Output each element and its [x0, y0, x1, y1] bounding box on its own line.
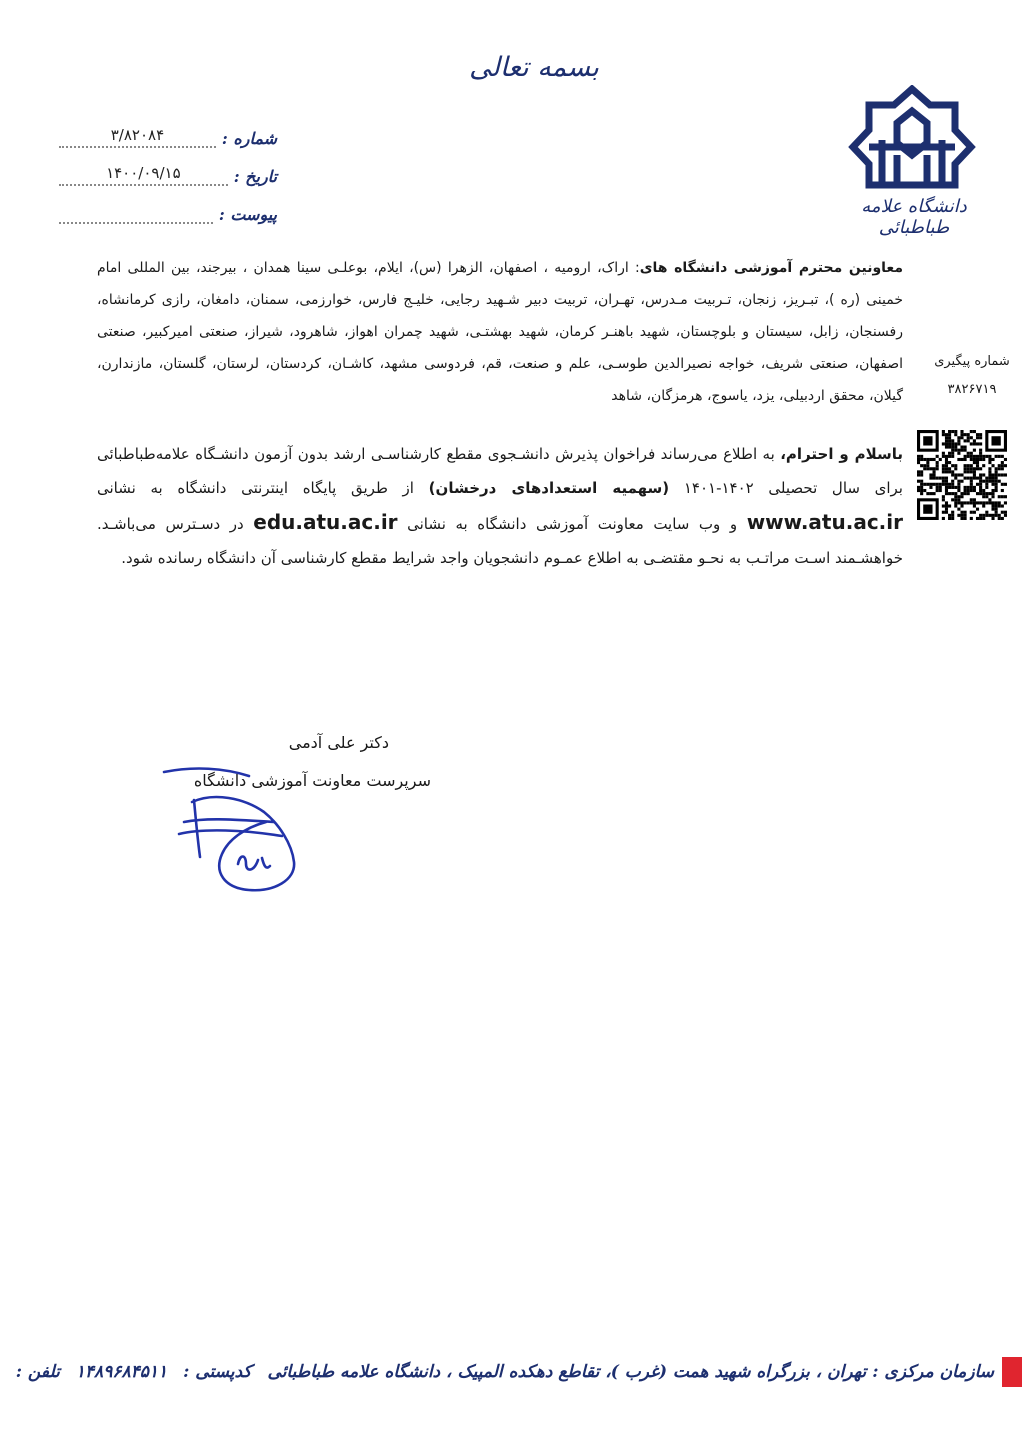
recipients-lead: معاونین محترم آموزشی دانشگاه های	[640, 260, 905, 276]
qr-finder-square	[924, 504, 933, 513]
tracking-label: شماره پیگیری	[935, 354, 1011, 369]
signer-name: دکتر علی آدمی	[289, 733, 390, 752]
education-website-link[interactable]: edu.atu.ac.ir	[254, 510, 399, 534]
recipients-paragraph	[98, 252, 904, 412]
body-part-4: در دسـترس می‌باشـد. خواهشـمند اسـت مراتـب به نحـو مقتضـی به اطلاع عمـوم دانشجویان واجد شرایط مقطع کارشناسی آن دانشگاه رسانده شود.	[98, 515, 904, 567]
qr-code-graphic	[918, 430, 1008, 520]
body-part-2: از طریق پایگاه اینترنتی دانشگاه به نشانی	[98, 479, 430, 497]
body-part-3: و وب سایت معاونت آموزشی دانشگاه به نشانی	[398, 515, 748, 533]
tracking-block	[930, 348, 1016, 404]
recipients-list: : اراک، ارومیه ، اصفهان، الزهرا (س)، ایلام، بوعلـی سینا همدان ، بیرجند، بین المللی امام خمینی (ره )، تبـریز، زنجان، تـربیت مـدرس، تهـران، تربیت دبیر شـهید رجایی، خلیـج فارس، خوارزمی، سمنان، دامغان، رازی کرمانشاه، رفسنجان، زابل، سیستان و بلوچستان، شهید باهنـر کرمان، شهید بهشتـی، شهید چمران اهواز، شاهرود، شیراز، صنعتی امیرکبیر، صنعتی اصفهان، صنعتی شریف، خواجه نصیرالدین طوسـی، علم و صنعت، قم، فردوسی مشهد، کاشـان، کردستان، لرستان، گلستان، مازندارن، گیلان، محقق اردبیلی، یزد، یاسوج، هرمزگان، شاهد	[98, 260, 904, 404]
bismillah-heading: بسمه تعالی	[470, 51, 600, 83]
greeting: باسلام و احترام،	[781, 445, 905, 463]
letter-number-label: شماره :	[222, 129, 278, 148]
signer-title: سرپرست معاونت آموزشی دانشگاه	[194, 771, 432, 790]
letter-attachment-label: پیوست :	[219, 205, 278, 224]
letter-attachment-row	[60, 198, 278, 224]
footer-contact-bar	[16, 1352, 995, 1392]
letter-date-label: تاریخ :	[234, 167, 278, 186]
qr-finder-square	[924, 436, 933, 445]
letter-body	[98, 437, 904, 575]
tracking-number: ۳۸۲۶۷۱۹	[948, 382, 998, 397]
footer-address: سازمان مرکزی : تهران ، بزرگراه شهید همت (غرب )، تقاطع دهکده المپیک ، دانشگاه علامه طباطبائی	[268, 1362, 995, 1382]
university-name: دانشگاه علامه طباطبائی	[862, 196, 968, 238]
letter-number-value: ۳/۸۲۰۸۴	[60, 124, 217, 148]
footer-red-marker	[1003, 1357, 1023, 1387]
signature-scribble	[155, 762, 305, 897]
handwritten-signature	[155, 762, 305, 897]
university-logo-emblem	[838, 85, 988, 195]
letter-date-value: ۱۴۰۰/۰۹/۱۵	[60, 162, 229, 186]
qr-finder-square	[992, 436, 1001, 445]
university-website-link[interactable]: www.atu.ac.ir	[747, 510, 904, 534]
footer-postal-label: کدپستی :	[184, 1362, 253, 1382]
body-part-1: به اطلاع می‌رساند فراخوان پذیرش دانشـجوی مقطع کارشناسـی ارشد بدون آزمون دانشـگاه علامه‌طباطبائی برای سال تحصیلی ۱۴۰۲-۱۴۰۱	[98, 445, 904, 497]
letter-number-row	[60, 122, 278, 148]
footer-phone-label: تلفن :	[16, 1362, 61, 1382]
qr-code	[918, 430, 1008, 520]
footer-phone-number	[0, 1362, 1, 1382]
letter-attachment-value	[60, 200, 214, 224]
footer-postal-code: ۱۴۸۹۶۸۴۵۱۱	[76, 1362, 169, 1382]
quota-name: (سهمیه استعدادهای درخشان)	[429, 479, 671, 497]
letter-date-row	[60, 160, 278, 186]
